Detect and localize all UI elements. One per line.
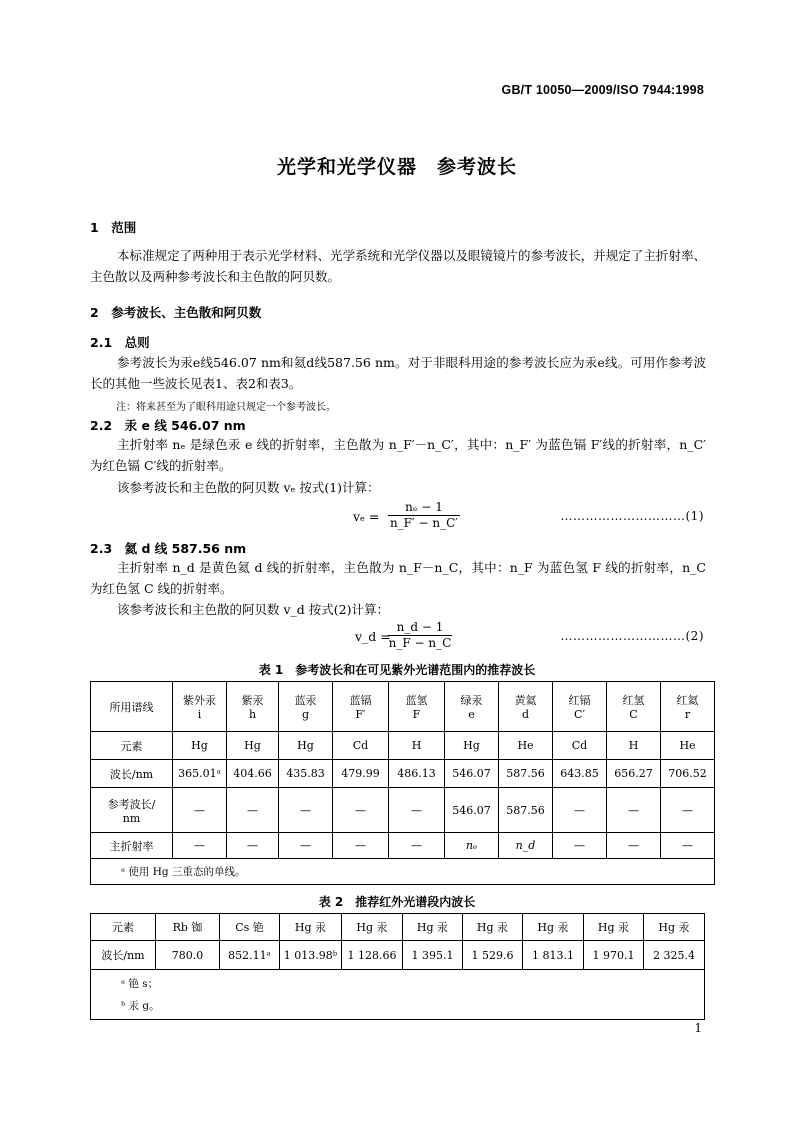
document-title: 光学和光学仪器 参考波长 [276, 156, 517, 178]
section-1-heading: 1 范围 [90, 220, 137, 235]
table-cell: — [389, 788, 445, 833]
table-1-header-cell: 红镉 C′ [553, 682, 607, 732]
table-cell: 1 395.1 [403, 941, 463, 970]
table-cell: Hg 汞 [644, 914, 705, 941]
section-2-3-paragraph-2: 该参考波长和主色散的阿贝数 v_d 按式(2)计算： [117, 602, 389, 617]
table-1-caption: 表 1 参考波长和在可见紫外光谱范围内的推荐波长 [258, 663, 536, 677]
table-cell: — [279, 833, 333, 859]
table-cell: Hg [173, 732, 227, 760]
table-2-caption: 表 2 推荐红外光谱段内波长 [318, 895, 476, 909]
table-cell: — [333, 833, 389, 859]
table-cell: 1 813.1 [523, 941, 584, 970]
table-2 [90, 913, 705, 1020]
formula-2-fraction [388, 620, 452, 650]
table-cell: 706.52 [661, 760, 715, 788]
table-cell: 587.56 [499, 788, 553, 833]
table-cell: Hg [279, 732, 333, 760]
section-2-2-paragraph-2: 该参考波长和主色散的阿贝数 vₑ 按式(1)计算： [117, 480, 380, 495]
table-1-row-element [91, 732, 715, 760]
table-cell: — [607, 833, 661, 859]
table-1-header-cell: 绿汞 e [445, 682, 499, 732]
section-2-3-heading: 2.3 氦 d 线 587.56 nm [90, 541, 247, 556]
table-1-header-row [91, 682, 715, 732]
standard-code: GB/T 10050—2009/ISO 7944:1998 [501, 83, 704, 97]
table-cell: Hg 汞 [280, 914, 342, 941]
table-cell: 852.11ᵃ [220, 941, 280, 970]
table-2-footnote-row [91, 970, 705, 1020]
table-1-footnote-row [91, 859, 715, 885]
section-2-2-heading: 2.2 汞 e 线 546.07 nm [90, 418, 246, 433]
table-cell: — [173, 788, 227, 833]
formula-2-denominator: n_F − n_C [388, 636, 452, 650]
table-1-header-cell: 紫汞 h [227, 682, 279, 732]
table-cell: Hg 汞 [523, 914, 584, 941]
table-cell: 656.27 [607, 760, 661, 788]
table-2-row-element [91, 914, 705, 941]
table-cell: 404.66 [227, 760, 279, 788]
table-2-footnote-b: ᵇ 汞 g。 [121, 999, 160, 1012]
table-cell: Hg 汞 [463, 914, 523, 941]
table-cell: 587.56 [499, 760, 553, 788]
table-1-header-cell: 所用谱线 [91, 682, 173, 732]
table-1 [90, 681, 715, 885]
formula-1 [300, 500, 710, 536]
table-cell: 546.07 [445, 788, 499, 833]
table-cell: 1 013.98ᵇ [280, 941, 342, 970]
formula-2 [300, 620, 710, 656]
formula-1-lhs: vₑ = [353, 509, 380, 524]
table-cell: 1 529.6 [463, 941, 523, 970]
table-cell: Hg 汞 [342, 914, 403, 941]
table-cell: 参考波长/ nm [91, 788, 173, 833]
table-1-header-cell: 红氦 r [661, 682, 715, 732]
table-cell: — [173, 833, 227, 859]
formula-1-numerator: nₑ − 1 [405, 500, 443, 514]
table-cell: 波长/nm [91, 760, 173, 788]
table-cell: — [661, 788, 715, 833]
table-cell: 元素 [91, 914, 156, 941]
page-number: 1 [694, 1021, 702, 1035]
table-cell: 元素 [91, 732, 173, 760]
table-cell: — [227, 833, 279, 859]
formula-2-numerator: n_d − 1 [396, 620, 444, 634]
table-cell: 主折射率 [91, 833, 173, 859]
section-2-3-paragraph-1: 主折射率 n_d 是黄色氦 d 线的折射率，主色散为 n_F－n_C，其中：n_F 为蓝色氢 F 线的折射率，n_C 为红色氢 C 线的折射率。 [90, 560, 706, 596]
table-1-row-index [91, 833, 715, 859]
table-cell: H [607, 732, 661, 760]
table-1-header-cell: 红氢 C [607, 682, 661, 732]
table-cell: Cd [333, 732, 389, 760]
table-cell: 479.99 [333, 760, 389, 788]
table-1-row-reference [91, 788, 715, 833]
table-cell: 486.13 [389, 760, 445, 788]
formula-2-number: …………………………(2) [560, 629, 704, 643]
formula-2-lhs: v_d = [355, 629, 391, 644]
table-cell: — [279, 788, 333, 833]
table-1-header-cell: 蓝镉 F′ [333, 682, 389, 732]
table-cell: Hg 汞 [403, 914, 463, 941]
table-cell: He [661, 732, 715, 760]
table-1-row-wavelength [91, 760, 715, 788]
table-2-footnote-a: ᵃ 铯 s； [121, 977, 159, 990]
table-cell: Cd [553, 732, 607, 760]
table-cell: — [227, 788, 279, 833]
table-cell: Hg [227, 732, 279, 760]
table-cell: Rb 铷 [156, 914, 220, 941]
table-cell: — [661, 833, 715, 859]
table-1-header-cell: 紫外汞 i [173, 682, 227, 732]
formula-1-denominator: n_F′ − n_C′ [389, 516, 459, 530]
table-cell: — [553, 833, 607, 859]
table-1-footnote: ᵃ 使用 Hg 三重态的单线。 [91, 859, 715, 885]
table-cell: 365.01ᵃ [173, 760, 227, 788]
table-cell: 643.85 [553, 760, 607, 788]
table-cell: 波长/nm [91, 941, 156, 970]
table-cell: n_d [499, 833, 553, 859]
formula-1-number: …………………………(1) [560, 509, 704, 523]
table-cell: — [389, 833, 445, 859]
table-1-header-cell: 蓝氢 F [389, 682, 445, 732]
section-2-1-heading: 2.1 总则 [90, 335, 150, 350]
table-cell: Cs 铯 [220, 914, 280, 941]
table-cell: nₑ [445, 833, 499, 859]
table-1-header-cell: 蓝汞 g [279, 682, 333, 732]
table-cell: H [389, 732, 445, 760]
table-2-row-wavelength [91, 941, 705, 970]
section-2-heading: 2 参考波长、主色散和阿贝数 [90, 305, 262, 320]
section-2-1-note: 注：将来甚至为了眼科用途只规定一个参考波长。 [116, 402, 336, 413]
table-cell: 2 325.4 [644, 941, 705, 970]
table-cell: 780.0 [156, 941, 220, 970]
table-2-footnotes [91, 970, 705, 1020]
formula-1-fraction [388, 500, 460, 530]
table-cell: He [499, 732, 553, 760]
table-cell: Hg [445, 732, 499, 760]
table-cell: — [553, 788, 607, 833]
section-1-paragraph: 本标准规定了两种用于表示光学材料、光学系统和光学仪器以及眼镜镜片的参考波长，并规定了主折射率、主色散以及两种参考波长和主色散的阿贝数。 [90, 248, 706, 284]
table-1-header-cell: 黄氦 d [499, 682, 553, 732]
table-cell: 1 970.1 [584, 941, 644, 970]
section-2-2-paragraph-1: 主折射率 nₑ 是绿色汞 e 线的折射率，主色散为 n_F′－n_C′，其中：n_F′ 为蓝色镉 F′线的折射率，n_C′ 为红色镉 C′线的折射率。 [90, 437, 706, 473]
section-2-1-paragraph: 参考波长为汞e线546.07 nm和氦d线587.56 nm。对于非眼科用途的参考波长应为汞e线。可用作参考波长的其他一些波长见表1、表2和表3。 [90, 355, 706, 391]
table-cell: 435.83 [279, 760, 333, 788]
table-cell: 546.07 [445, 760, 499, 788]
table-cell: 1 128.66 [342, 941, 403, 970]
table-cell: — [607, 788, 661, 833]
table-cell: — [333, 788, 389, 833]
table-cell: Hg 汞 [584, 914, 644, 941]
